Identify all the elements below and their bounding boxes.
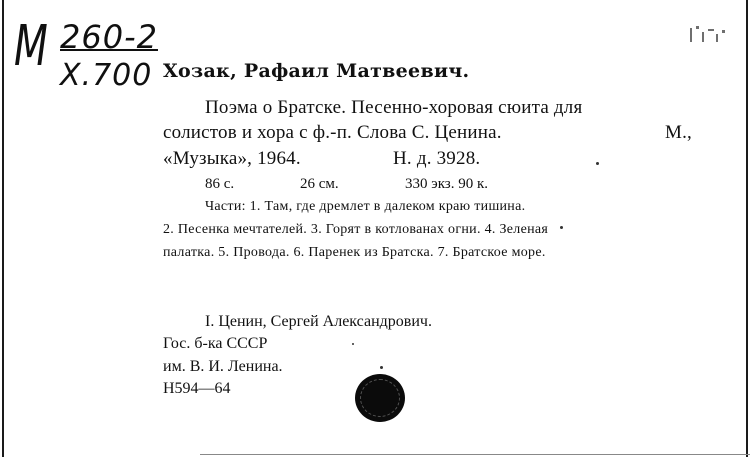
card-right-edge — [746, 0, 748, 457]
contents-line-1: Части: 1. Там, где дремлет в далеком краю тишина. — [205, 199, 526, 214]
shelfmark-number-top: 260-2 — [60, 18, 158, 56]
ink-speck — [560, 226, 563, 229]
author-heading: Хозак, Рафаил Матвеевич. — [163, 60, 470, 82]
tracing-line-1: I. Ценин, Сергей Александрович. — [205, 313, 432, 330]
card-bottom-edge — [200, 454, 750, 455]
title-line-1: Поэма о Братске. Песенно-хоровая сюита для — [205, 97, 583, 118]
title-line-2: солистов и хора с ф.-п. Слова С. Ценина. — [163, 122, 502, 143]
ink-speck — [352, 343, 354, 345]
ink-speck — [596, 162, 599, 165]
collation-size: 26 см. — [300, 176, 339, 192]
stamp-ring-icon — [360, 379, 400, 417]
tracing-line-4: Н594—64 — [163, 380, 231, 397]
shelfmark-number-bottom: X.700 — [60, 58, 153, 93]
faint-stamp-icon — [688, 24, 728, 46]
contents-line-3: палатка. 5. Провода. 6. Паренек из Братска. 7. Братское море. — [163, 245, 546, 260]
plate-number: Н. д. 3928. — [393, 148, 481, 169]
tracing-line-3: им. В. И. Ленина. — [163, 358, 283, 375]
contents-line-2: 2. Песенка мечтателей. 3. Горят в котлованах огни. 4. Зеленая — [163, 222, 549, 237]
card-left-edge — [2, 0, 4, 457]
ink-speck — [380, 366, 383, 369]
publication-place: М., — [665, 122, 692, 143]
collation-copies: 330 экз. 90 к. — [405, 176, 488, 192]
shelfmark-letter: M — [14, 14, 49, 79]
tracing-line-2: Гос. б-ка СССР — [163, 335, 268, 352]
collation-pages: 86 с. — [205, 176, 235, 192]
publisher-year: «Музыка», 1964. — [163, 148, 301, 169]
